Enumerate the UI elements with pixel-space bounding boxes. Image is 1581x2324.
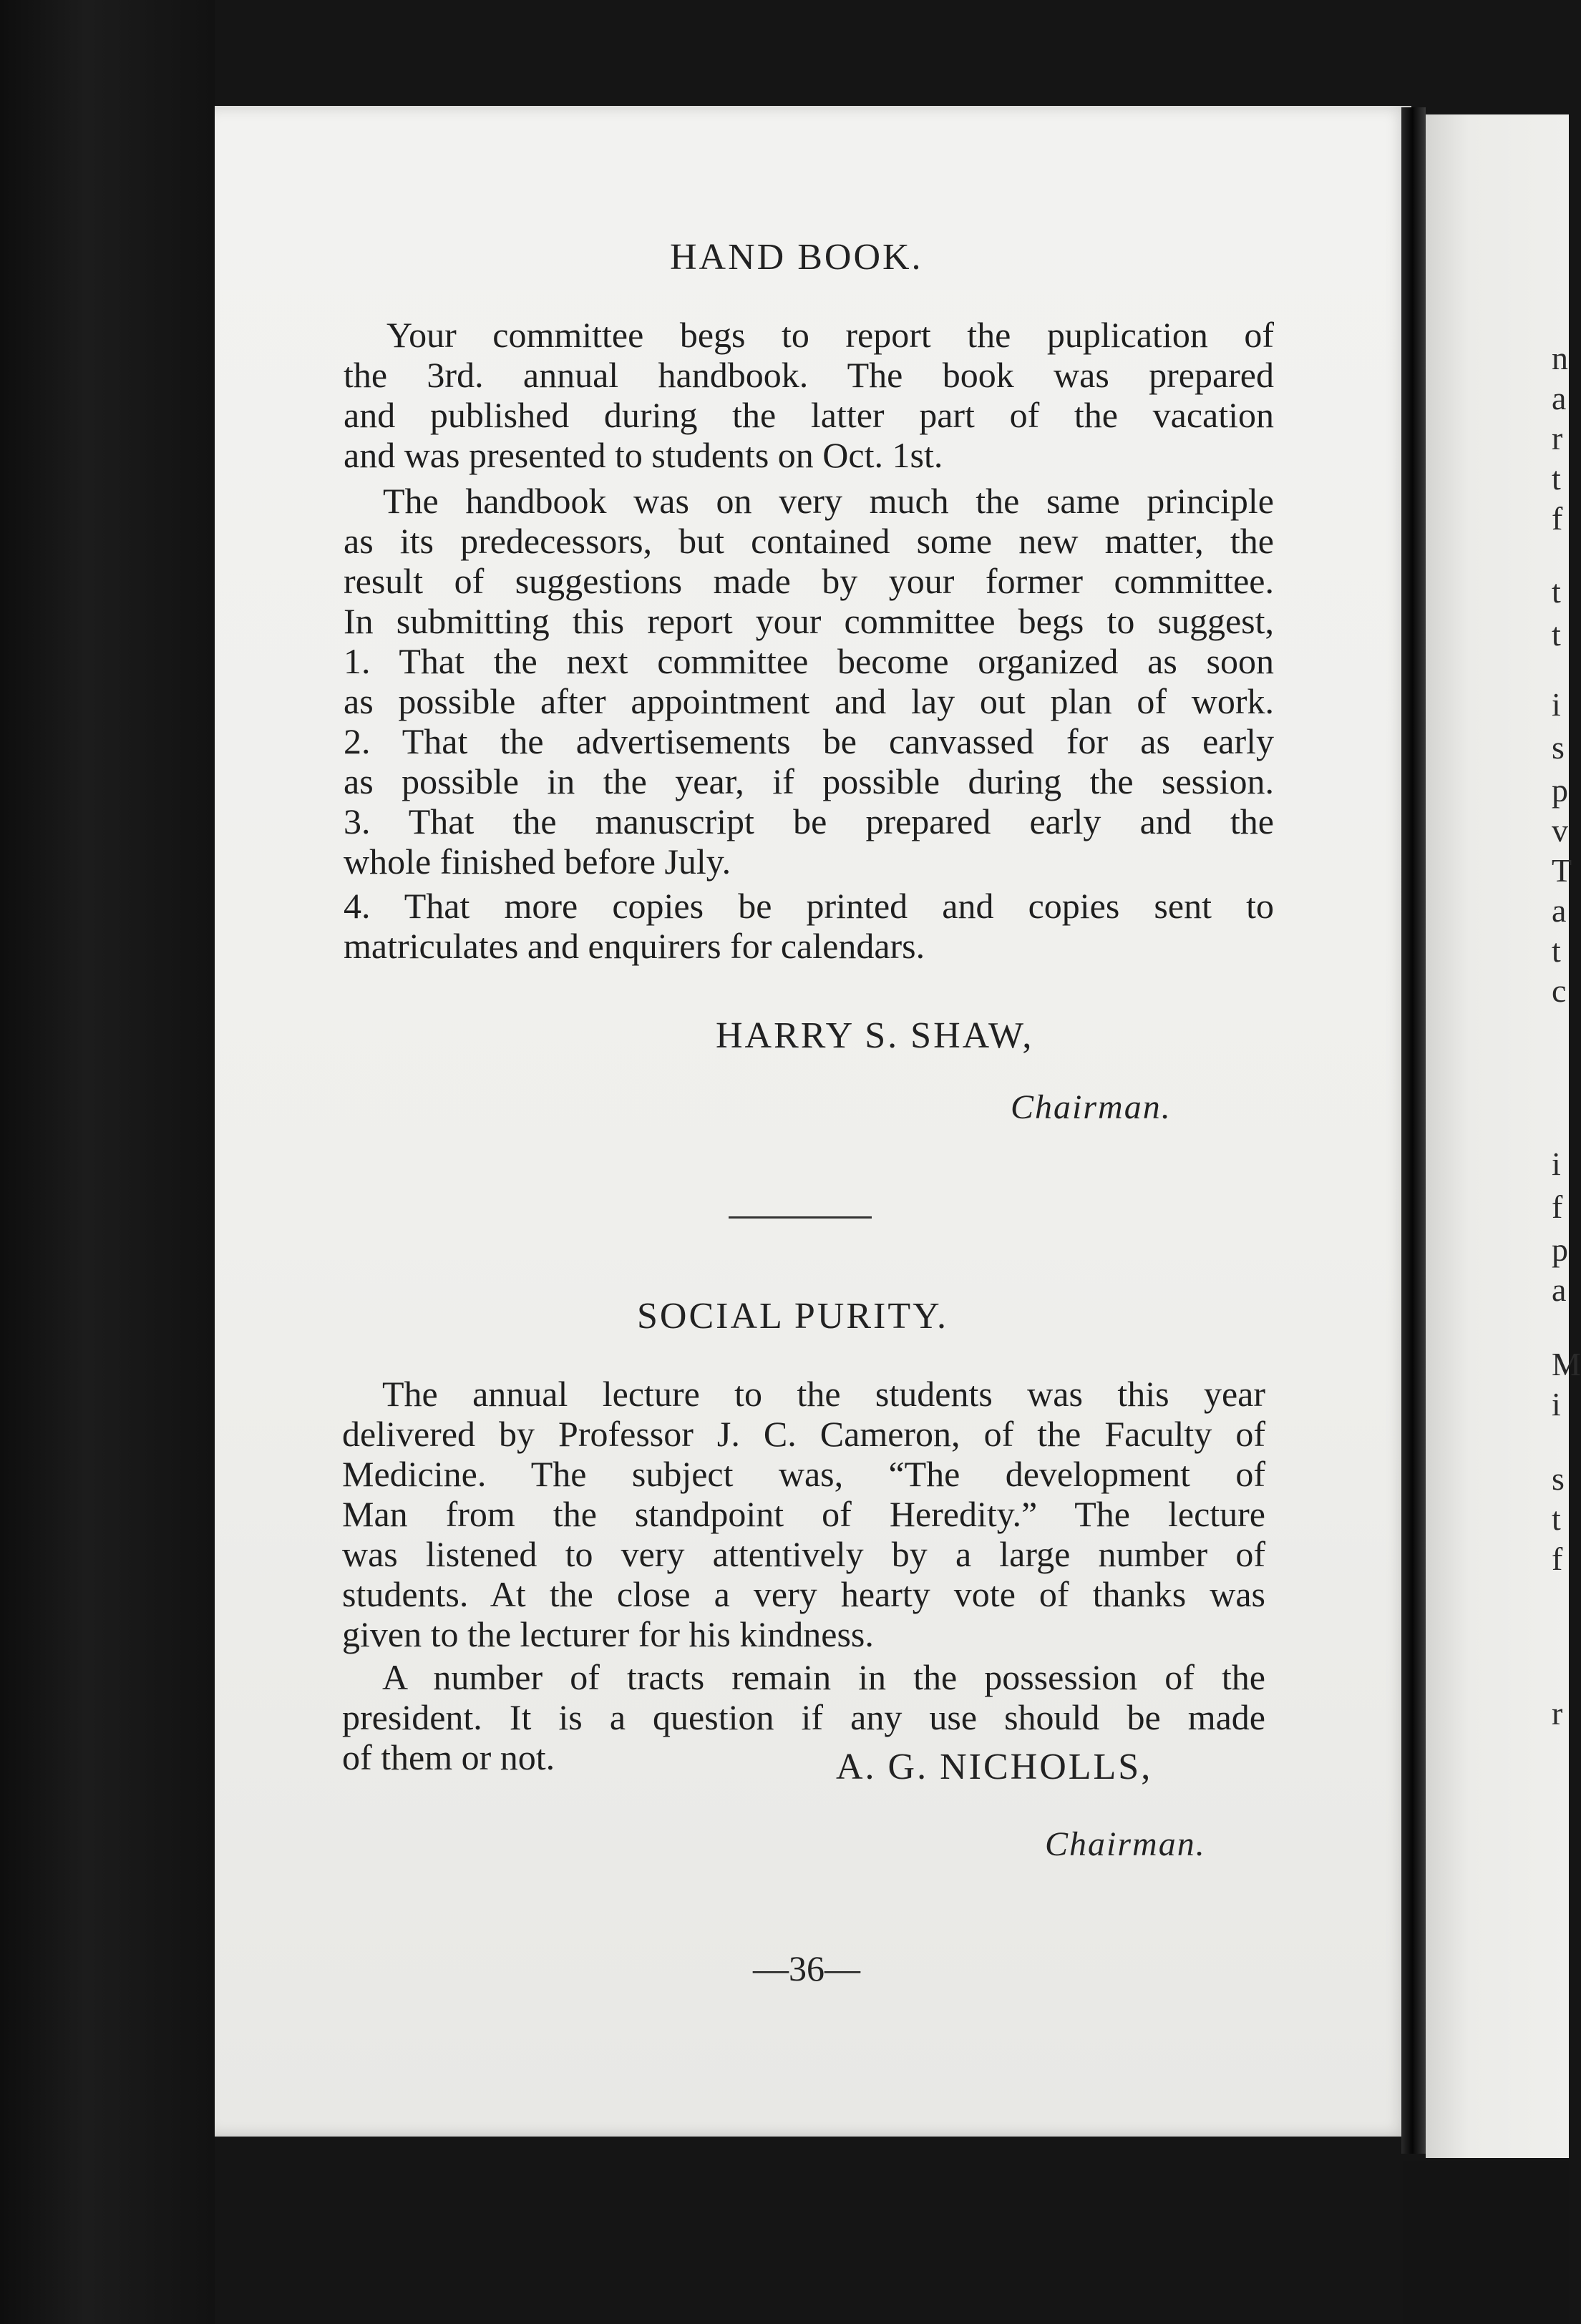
facing-page-fragment: T [1552, 852, 1572, 889]
text-line: students. At the close a very hearty vote of thanks was [342, 1574, 1265, 1614]
text-line: of them or not. [342, 1737, 555, 1777]
facing-page-fragment: t [1552, 573, 1561, 610]
facing-page-fragment: f [1552, 1541, 1563, 1577]
facing-page-fragment: n [1552, 340, 1568, 376]
social-purity-signature: A. G. NICHOLLS, [836, 1747, 1153, 1787]
facing-page-fragment: i [1552, 1146, 1561, 1182]
text-line: 4. That more copies be printed and copies sent to [344, 886, 1274, 926]
social-purity-heading: SOCIAL PURITY. [637, 1296, 948, 1337]
text-line: The annual lecture to the students was this year [382, 1374, 1265, 1414]
text-line: and published during the latter part of the vacation [344, 395, 1274, 435]
text-line: whole finished before July. [344, 841, 731, 882]
text-line: as possible after appointment and lay out plan of work. [344, 681, 1274, 721]
text-line: the 3rd. annual handbook. The book was prepared [344, 355, 1274, 395]
text-line: result of suggestions made by your former committee. [344, 561, 1274, 601]
facing-page-fragment: i [1552, 686, 1561, 723]
text-line: The handbook was on very much the same principle [383, 481, 1274, 521]
text-line: president. It is a question if any use should be made [342, 1697, 1265, 1737]
facing-page-fragment: a [1552, 380, 1567, 416]
facing-page-fragment: f [1552, 1188, 1563, 1225]
facing-page-fragment: t [1552, 616, 1561, 653]
text-line: 3. That the manuscript be prepared early and the [344, 801, 1274, 841]
text-line: and was presented to students on Oct. 1st. [344, 435, 943, 475]
text-line: was listened to very attentively by a large number of [342, 1534, 1265, 1574]
film-edge-corner [1403, 2161, 1569, 2324]
handbook-paragraph [344, 315, 1274, 973]
text-line: delivered by Professor J. C. Cameron, of the Faculty of [342, 1414, 1265, 1454]
section-divider [729, 1216, 872, 1219]
film-edge [0, 0, 215, 2324]
facing-page-fragment: s [1552, 1460, 1565, 1497]
text-line: Medicine. The subject was, “The development of [342, 1454, 1265, 1494]
facing-page-fragment: s [1552, 729, 1565, 766]
social-purity-paragraph [342, 1374, 1265, 1803]
facing-page-fragment: v [1552, 812, 1568, 849]
facing-page-fragment: f [1552, 500, 1563, 537]
book-gutter [1401, 107, 1426, 2154]
text-line: as possible in the year, if possible during the session. [344, 761, 1274, 801]
handbook-signature: HARRY S. SHAW, [716, 1015, 1034, 1056]
facing-page-fragment: a [1552, 892, 1567, 929]
facing-page [1426, 114, 1581, 2158]
text-line: 2. That the advertisements be canvassed for as early [344, 721, 1274, 761]
facing-page-fragment: M [1552, 1346, 1581, 1382]
text-line: 1. That the next committee become organized as soon [344, 641, 1274, 681]
social-purity-signatory-role: Chairman. [1045, 1825, 1206, 1863]
facing-page-fragment: i [1552, 1386, 1561, 1422]
text-line: In submitting this report your committee begs to suggest, [344, 601, 1274, 641]
handbook-heading: HAND BOOK. [670, 237, 923, 278]
handbook-signatory-role: Chairman. [1011, 1088, 1172, 1126]
facing-page-fragment: p [1552, 772, 1568, 809]
text-line: matriculates and enquirers for calendars. [344, 926, 925, 966]
facing-page-fragment: r [1552, 420, 1563, 456]
text-line: A number of tracts remain in the possession of the [382, 1657, 1265, 1697]
facing-page-fragment: t [1552, 460, 1561, 497]
facing-page-fragment: a [1552, 1271, 1567, 1308]
facing-page-fragment: p [1552, 1231, 1568, 1268]
facing-page-fragment: c [1552, 972, 1567, 1009]
text-line: as its predecessors, but contained some new matter, the [344, 521, 1274, 561]
text-line: Your committee begs to report the puplication of [386, 315, 1274, 355]
facing-page-fragment: t [1552, 1500, 1561, 1537]
text-line: Man from the standpoint of Heredity.” The lecture [342, 1494, 1265, 1534]
text-line: given to the lecturer for his kindness. [342, 1614, 874, 1654]
facing-page-fragment: t [1552, 932, 1561, 969]
page-number: —36— [753, 1948, 860, 1988]
facing-page-fragment: r [1552, 1695, 1563, 1732]
